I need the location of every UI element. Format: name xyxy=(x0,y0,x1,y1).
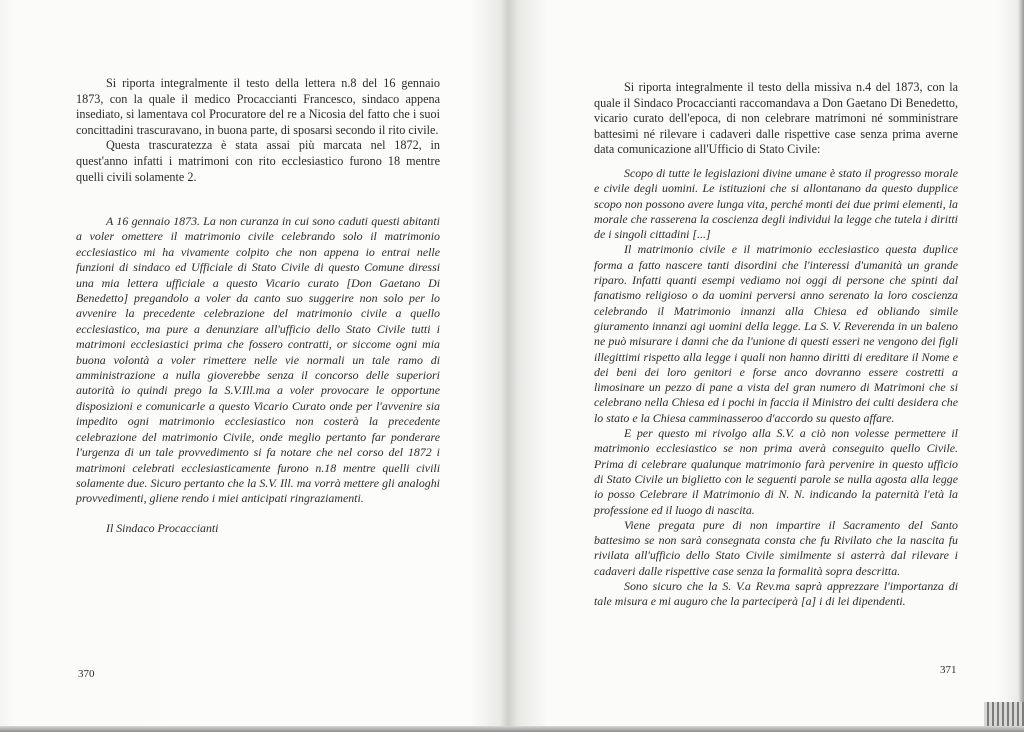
right-letter-paragraph-3: E per questo mi rivolgo alla S.V. a ciò non volesse permettere il matrimonio ecclesiastico se non prima averà conseguito quello Civile. Prima di celebrare qualunque matrimonio farà pervenire in questo ufficio di Stato Civile un biglietto con le seguenti parole se nulla agosta alla legge io posso Celebrare il Matrimonio di N. N. indicando la paternità l'età la professione ed il luogo di nascita. xyxy=(594,426,958,517)
right-letter-paragraph-1: Scopo di tutte le legislazioni divine umane è stato il progresso morale e civile degli uomini. Le istituzioni che si allontanano da questo dupplice scopo non possono avere lunga vita, perché monti dei due primi elementi, la morale che rasserena la coscienza degli individui la legge che tutela i diritti de i singoli cittadini [...] xyxy=(594,166,958,242)
right-letter xyxy=(594,166,958,610)
right-letter-paragraph-5: Sono sicuro che la S. V.a Rev.ma saprà apprezzare l'importanza di tale misura e mi auguro che la parteciperà [a] i di lei dipendenti. xyxy=(594,579,958,609)
left-letter xyxy=(76,214,440,536)
left-paragraph-2: Questa trascuratezza è stata assai più marcata nel 1872, in quest'anno infatti i matrimoni con rito ecclesiastico furono 18 mentre quelli civili solamente 2. xyxy=(76,138,440,184)
right-page xyxy=(508,0,1024,732)
right-letter-paragraph-4: Viene pregata pure di non impartire il Sacramento del Santo battesimo se non sarà consegnata consta che fu Rivilato che la nascita fu rivilata all'ufficio dello Stato Civile similmente si asterrà dal rilevare i cadaveri dalle rispettive case senza la formalità sopra descritta. xyxy=(594,517,958,578)
left-page xyxy=(0,0,508,732)
right-letter-paragraph-2: Il matrimonio civile e il matrimonio ecclesiastico questa duplice forma a fatto nascere tanti disordini che l'interessi d'umanità un grande riparo. Infatti quanti esempi vediamo noi oggi di persone che spinti dal fanatismo religioso o da uomini perversi anno serenato la loro coscienza celebrando il Matrimonio innanzi alla Chiesa ed obliando simile giuramento innanzi agi uomini della legge. La S. V. Reverenda in un baleno ne può misurare i danni che da l'unione di questi esseri ne vengono dei figli illegittimi rispetto alla legge i quali non hanno diritti di ereditare il Nome e dei beni dei loro genitori e forse anco dovranno essere costretti a limosinare un pezzo di pane a vista del gran numero di Matrimoni che si celebrano nella Chiesa ed i pochi in faccia il Ministro dei culti desidera che lo stato e la Chiesa camminasseroo d'accordo su questo affare. xyxy=(594,242,958,425)
right-intro xyxy=(594,80,958,158)
left-paragraph-1: Si riporta integralmente il testo della lettera n.8 del 16 gennaio 1873, con la quale il medico Procaccianti Francesco, sindaco appena insediato, si lamentava col Procuratore del re a Nicosia del fatto che i suoi concittadini trascuravano, in buona parte, di sposarsi secondo il rito civile. xyxy=(76,76,440,137)
page-number-right: 371 xyxy=(940,664,957,676)
page-number-left: 370 xyxy=(78,668,95,680)
left-signature: Il Sindaco Procaccianti xyxy=(106,520,219,535)
book-bottom-edge xyxy=(0,726,1024,732)
left-letter-text: A 16 gennaio 1873. La non curanza in cui sono caduti questi abitanti a voler omettere il matrimonio civile celebrando solo il matrimonio ecclesiastico mi ha vivamente colpito che non appena io entrai nelle funzioni di sindaco ed Ufficiale di Stato Civile di questo Comune diressi una mia lettera ufficiale a questo Vicario curato [Don Gaetano Di Benedetto] pregandolo a voler da canto suo suggerire non solo per lo avvenire la precedente celebrazione del matrimonio civile a quello ecclesiastico, ma pure a denunziare all'ufficio dello Stato Civile tutti i matrimoni ecclesiastici prima che fossero contratti, or siccome ogni mia buona volontà a voler rimettere nelle vie normali un tale ramo di amministrazione a nulla gioverebbe senza il concorso delle superiori autorità io quindi prego la S.V.Ill.ma a voler provocare le opportune disposizioni e comunicarle a questo Vicario Curato onde per l'avvenire sia impedito ogni matrimonio ecclesiastico non costerà la precedente celebrazione del matrimonio Civile, onde meglio pertanto far ponderare l'urgenza di un tale provvedimento si fa notare che nel corso del 1872 i matrimoni celebrati ecclesiasticamente furono n.18 mentre quelli civili solamente due. Sicuro pertanto che la S.V. Ill. ma vorrà mettere gli analoghi provvedimenti, gliene rendo i miei anticipati ringraziamenti. xyxy=(76,214,440,506)
left-intro xyxy=(76,76,440,185)
right-paragraph-1: Si riporta integralmente il testo della missiva n.4 del 1873, con la quale il Sindaco Procaccianti raccomandava a Don Gaetano Di Benedetto, vicario curato dell'epoca, di non celebrare matrimoni né somministrare battesimi né rilevare i cadaveri dalle rispettive case senza prima averne data comunicazione all'Ufficio di Stato Civile: xyxy=(594,80,958,157)
